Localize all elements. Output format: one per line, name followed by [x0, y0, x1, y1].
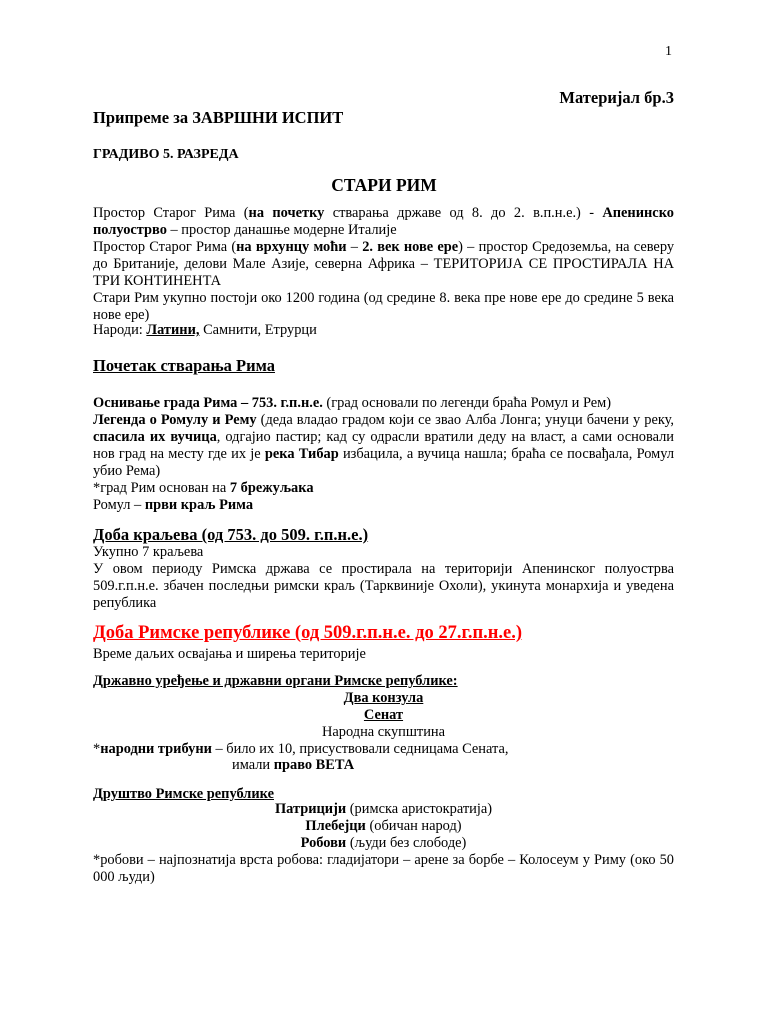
founding-line: [93, 395, 674, 412]
two-consuls-text: Два конзула: [343, 690, 424, 706]
intro-p2-bold-2: 2. век нове ере: [362, 239, 459, 255]
slaves-note: *робови – најпознатија врста робова: гладијатори – арене за борбе – Колосеум у Риму (око 50 000 људи): [93, 852, 674, 885]
page-number: 1: [665, 44, 672, 59]
veto-text: имали: [232, 757, 274, 773]
hills-bold: 7 брежуљака: [229, 480, 314, 496]
plebeians-text: (обичан народ): [365, 818, 462, 834]
intro-p1-text-3: – простор данашње модерне Италије: [166, 222, 397, 238]
intro-p2-text-3: ) – простор Средоземља, на северу до Британије, делови Мале Азије, северна Африка – ТЕРИТОРИЈА СЕ ПРОСТИРАЛА НА ТРИ КОНТИНЕНТА: [93, 239, 675, 289]
founding-text: (град основали по легенди браћа Ромул и Рем): [322, 395, 612, 411]
legend-text-2: , одгајио пастир; кад су одрасли вратили деду на власт, а сами основали нов град на месту где их је: [93, 429, 674, 462]
founding-bold: Оснивање града Рима – 753. г.п.н.е.: [93, 395, 323, 411]
first-king-text: Ромул –: [93, 497, 145, 513]
hills-text: *град Рим основан на: [93, 480, 230, 496]
plebeians-line: [93, 818, 674, 835]
patricians-bold: Патрицији: [274, 801, 347, 817]
intro-paragraph-3: Стари Рим укупно постоји око 1200 година (од средине 8. века пре нове ере до средине 5 века нове ере): [93, 290, 674, 323]
intro-p2-bold: на врхунцу моћи: [236, 239, 347, 255]
legend-text-3: избацила, а вучица нашла; браћа се посвађала, Ромул убио Рема): [93, 446, 674, 479]
tribunes-line: [93, 741, 508, 758]
tribunes-bold: народни трибуни: [100, 741, 212, 757]
section-heading-founding: Почетак стварања Рима: [93, 356, 275, 375]
material-label: Материјал бр.3: [559, 88, 674, 107]
patricians-text: (римска аристократија): [346, 801, 493, 817]
plebeians-bold: Плебејци: [305, 818, 366, 834]
patricians-line: [93, 801, 674, 818]
intro-p4-text: Народи:: [93, 322, 147, 338]
intro-p2-text-2: –: [346, 239, 363, 255]
intro-p2-text: Простор Старог Рима (: [93, 239, 237, 255]
subheading-society: Друштво Римске републике: [93, 786, 274, 802]
veto-line: [232, 757, 354, 774]
two-consuls: [93, 690, 674, 707]
intro-paragraph-4: [93, 322, 674, 339]
legend-bold-3: река Тибар: [264, 446, 339, 462]
intro-paragraph-2: [93, 239, 674, 290]
section-heading-kings: Доба краљева (од 753. до 509. г.п.н.е.): [93, 525, 369, 544]
intro-paragraph-1: [93, 205, 674, 239]
first-king-bold: први краљ Рима: [144, 497, 254, 513]
slaves-line: [93, 835, 674, 852]
senate: [93, 707, 674, 724]
senate-text: Сенат: [363, 707, 404, 723]
intro-p4-text-2: Самнити, Етрурци: [199, 322, 317, 338]
main-title: СТАРИ РИМ: [331, 175, 437, 195]
kings-count: Укупно 7 краљева: [93, 544, 204, 560]
republic-intro: Време даљих освајања и ширења територије: [93, 646, 366, 662]
exam-title: Припреме за ЗАВРШНИ ИСПИТ: [93, 108, 344, 127]
legend-bold: Легенда о Ромулу и Рему: [93, 412, 257, 428]
intro-p1-text: Простор Старог Рима (: [93, 205, 249, 221]
intro-p1-text-2: стварања државе од 8. до 2. в.п.н.е.) -: [324, 205, 603, 221]
legend-paragraph: [93, 412, 674, 480]
grade-label: ГРАДИВО 5. РАЗРЕДА: [93, 147, 239, 162]
tribunes-asterisk: *: [93, 741, 101, 757]
veto-bold: право ВЕТА: [273, 757, 355, 773]
intro-p1-bold-2: Апенинско полуострво: [93, 205, 674, 238]
intro-p4-bold: Латини,: [146, 322, 200, 338]
slaves-bold: Робови: [300, 835, 347, 851]
first-king-line: [93, 497, 674, 514]
kings-paragraph: У овом периоду Римска држава се простирала на територији Апенинског полуострва 509.г.п.н.е. збачен последњи римски краљ (Тарквиније Охоли), укинута монархија и уведена република: [93, 561, 674, 611]
section-heading-republic: Доба Римске републике (од 509.г.п.н.е. до 27.г.п.н.е.): [93, 623, 523, 643]
legend-bold-2: спасила их вучица: [93, 429, 217, 445]
tribunes-text: – било их 10, присуствовали седницама Сената,: [211, 741, 509, 757]
legend-text: (деда владао градом који се звао Алба Лонга; унуци бачени у реку,: [256, 412, 674, 428]
peoples-assembly: Народна скупштина: [322, 724, 445, 740]
subheading-government: Државно уређење и државни органи Римске републике:: [93, 673, 458, 689]
intro-p1-bold: на почетку: [248, 205, 325, 221]
hills-line: [93, 480, 674, 497]
slaves-text: (људи без слободе): [346, 835, 467, 851]
